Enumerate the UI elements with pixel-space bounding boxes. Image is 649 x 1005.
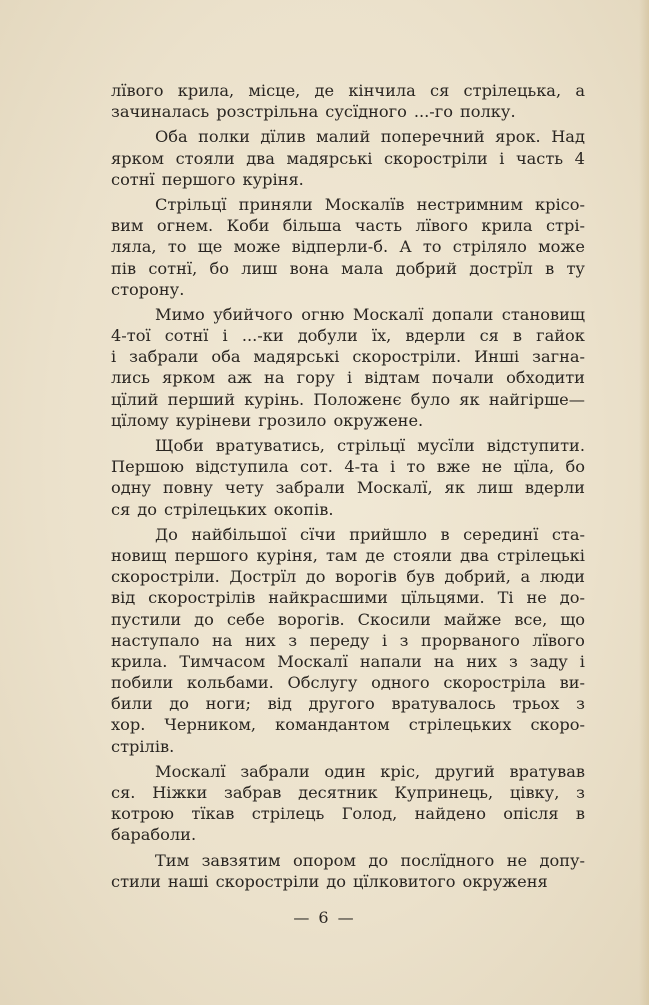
text-line: цїлий перший курінь. Положенє було як найгірше—: [111, 389, 585, 409]
text-line: ся до стрілецьких окопів.: [111, 499, 334, 519]
text-line: били до ноги; від другого вратувалось трьох з: [111, 694, 585, 714]
text-line: скоростріли. Дострїл до ворогів був добрий, а люди: [111, 567, 585, 587]
page-number: — 6 —: [293, 908, 356, 927]
paragraph: [111, 126, 585, 190]
text-line: зачиналась розстрільна сусїдного ...-го полку.: [111, 102, 516, 122]
text-line: від скорострілів найкрасшими цїльцями. Ті не до-: [111, 588, 585, 608]
paragraph: [111, 435, 585, 520]
text-line: котрою тїкав стрілець Голод, найдено опісля в: [111, 804, 585, 824]
text-line: хор. Черником, командантом стрілецьких скоро-: [111, 715, 585, 735]
text-line: ся. Ніжки забрав десятник Купринець, цівку, з: [111, 783, 585, 802]
text-line: Щоби вратуватись, стрільцї мусїли відступити.: [155, 436, 585, 455]
text-line: пустили до себе ворогів. Скосили майже все, що: [111, 609, 585, 629]
text-line: Стрільцї приняли Москалїв нестримним крісо-: [155, 194, 585, 214]
text-line: вим огнем. Коби більша часть лївого крила стрі-: [111, 216, 585, 236]
text-line: Першою відступила сот. 4-та і то вже не цїла, бо: [111, 457, 585, 477]
text-line: 4-тої сотнї і ...-ки добули їх, вдерли ся в гайок: [111, 326, 585, 346]
text-line: і забрали оба мадярські скоростріли. Инші загна-: [111, 347, 585, 367]
text-line: одну повну чету забрали Москалї, як лиш вдерли: [111, 478, 585, 498]
text-line: пів сотнї, бо лиш вона мала добрий дострїл в ту: [111, 258, 585, 278]
text-line: стили наші скоростріли до цїлковитого окруженя: [111, 871, 548, 891]
text-line: лївого крила, місце, де кінчила ся стрілецька, а: [111, 81, 585, 100]
paragraph: [111, 524, 585, 757]
text-line: Москалї забрали один кріс, другий вратував: [155, 761, 585, 781]
text-line: Мимо убийчого огню Москалї допали становищ: [155, 304, 585, 324]
text-line: бараболи.: [111, 825, 197, 845]
text-line: цїлому куріневи грозило окружене.: [111, 410, 424, 430]
body-text: [111, 80, 585, 892]
text-line: новищ першого куріня, там де стояли два стрілецькі: [111, 545, 585, 565]
text-line: лись ярком аж на гору і відтам почали обходити: [111, 368, 585, 388]
paragraph: [111, 194, 585, 300]
text-line: сторону.: [111, 279, 185, 299]
text-line: ляла, то ще може відперли-б. А то стріляло може: [111, 237, 585, 257]
paragraph: [111, 761, 585, 846]
paragraph: [111, 304, 585, 431]
text-line: сотнї першого куріня.: [111, 169, 304, 189]
text-line: побили кольбами. Обслугу одного скоростріла ви-: [111, 673, 585, 693]
text-line: До найбільшої сїчи прийшло в серединї ста-: [155, 524, 585, 544]
text-line: Тим завзятим опором до послїдного не допу-: [155, 850, 585, 870]
text-line: стрілів.: [111, 736, 175, 756]
page-edge-shadow: [639, 0, 649, 1005]
text-line: наступало на них з переду і з прорваного лївого: [111, 630, 585, 650]
paragraph: [111, 80, 585, 122]
paragraph: [111, 850, 585, 892]
text-line: крила. Тимчасом Москалї напали на них з заду і: [111, 651, 585, 671]
text-line: ярком стояли два мадярські скоростріли і часть 4: [111, 148, 585, 168]
text-line: Оба полки дїлив малий поперечний ярок. Над: [155, 127, 585, 147]
